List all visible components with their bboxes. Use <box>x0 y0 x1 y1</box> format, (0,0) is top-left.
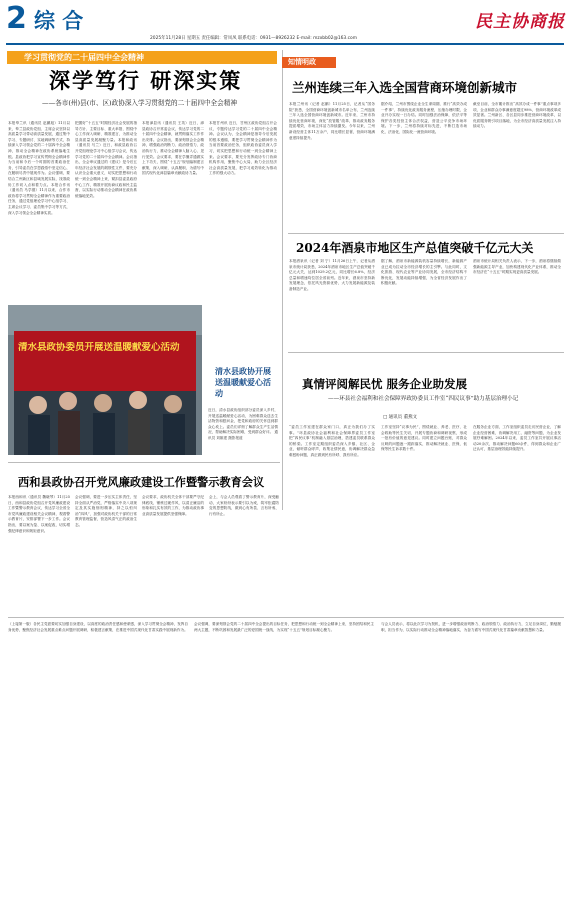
a1-col1: 本报皋兰讯（通讯员 赵鹏旭）11月以来，皋兰县政协党组、主席会议坚持以高质量学习带动高质量发展，通过集中学习、专题研讨、实地调研等方式，持续深入学习领会党的二十届四中全会精神，推动全会精神在政协系统落地生根。县政协把学习宣传贯彻全会精神作为当前和今后一个时期的首要政治任务，引导委员在学思践悟中坚定信心，在履职尽责中展现作为。会议强调，要结合兰州新区和县域发展实际，找准政协工作切入点和着力点。本报合作讯（通讯员 马学德）11月以来，合作市政协将学习贯彻全会精神作为重要政治任务，通过党组理论学习中心组学习、主席会议学习、委员集中学习等方式，深入学习领会全会精神实质。 <box>8 121 70 215</box>
a5-subtitle: ——环县社会福利和社会保障界政协委员工作室“四民议事”助力基层治理小记 <box>328 396 519 402</box>
a5-byline: □ 通讯员 董燕文 <box>383 415 418 420</box>
a5-title: 真情评阅解民忧 服务企业助发展 <box>302 377 468 391</box>
a3-col2: 据了解，酒泉市新能源装机容量持续增长，新能源产业已成为拉动全市经济增长的主引擎。与此同时，文化旅游、现代农业等产业协同发展，全市经济结构不断优化，发展动能持续增强，为全省经济发展作出了积极贡献。 <box>381 259 467 286</box>
photo-caption: 近日，清水县政协组织部分委员深入乡村，开展送温暖献爱心活动，为困难群众送去生活物资和慰问金，把党和政府的关怀送到群众心坎上。委员们详细了解群众生产生活情况，帮助解决实际困难，受到群众好评。 通讯员 刘雄建 摄影报道 <box>208 408 278 440</box>
bottom-col3: 与会人员表示，将以此次学习为契机，进一步增强政治判断力、政治领悟力、政治执行力，立足自身岗位，勤勉履职，担当作为，以实际行动推动全会精神落地落实，为奋力谱写中国式现代化甘肃篇章贡献智慧和力量。 <box>381 622 561 632</box>
a4-col4: 会上，与会人员观看了警示教育片，深受触动，大家纷纷表示要引以为戒，筑牢拒腐防变的思想防线，做到心有所畏、言有所戒、行有所止。 <box>209 495 279 516</box>
paper-name: 民主协商报 <box>475 12 565 32</box>
bottom-col1: （上接第一版）各民主党派要切实加强自身建设，以高度的政治责任感和使命感，深入学习贯彻全会精神，发挥自身优势，聚焦经济社会发展重点难点问题开展调研，积极建言献策，在推进中国式现代化甘肃实践中展现新作为。 <box>8 622 188 632</box>
a3-col1: 本报酒泉讯（记者 刘 宁）11月26日上午，记者从酒泉市统计局获悉，2024年酒泉市地区生产总值突破千亿元大关，达到1029.2亿元，同比增长6.8%，经济总量和增速均位居全省前列。近年来，酒泉市坚持新发展理念，依托风光资源优势，大力发展新能源及装备制造产业。 <box>289 259 375 291</box>
bottom-col2: 会议强调，要深刻领会党的二十届四中全会提出的目标任务，把思想和行动统一到全会精神上来，坚持团结和民主两大主题，不断巩固和发展最广泛的爱国统一战线，为实现“十五五”规划目标凝心聚力。 <box>194 622 374 632</box>
a5-col2: 工作室坚持“议事为民”，围绕就业、养老、医疗、社会救助等民生关切，开展专题协商和调研视察，形成一批有价值的意见建议。同时建立问题台账，对群众反映的问题逐一跟踪落实，推动解决就业、医保、低保等民生诉求数十件。 <box>381 425 467 452</box>
a1-kicker: 学习贯彻党的二十届四中全会精神 <box>24 53 144 62</box>
a5-col1: “委员工作室建在群众家门口，真正为我们办了实事。”环县政协社会福利和社会保障界委员工作室把“四民议事”机制融入基层治理，搭建委员联系群众的桥梁。工作室定期组织委员深入乡镇、社区、企业，倾听群众呼声，收集社情民意，协调解决群众急难愁盼问题，真正做到民有所呼、我有所应。 <box>289 425 375 457</box>
a2-col1: 本报兰州讯（记者 赵鹏）11月25日，记者从“国务院”获悉，全国营商环境创新城市名单公布，兰州连续三年入选全国营商环境创新城市。近年来，兰州市持续优化营商环境，深化“放管服”改革，推动政务服务提质增效，市场主体活力持续激发。今年以来，兰州新设经营主体11万余户，同比增长显著，营商环境满意度持续提升。 <box>289 102 375 140</box>
a1-title: 深学笃行 研深实策 <box>49 68 243 93</box>
photo-caption-title: 清水县政协开展送温暖献爱心活动 <box>215 366 271 398</box>
photo-activity <box>8 305 202 455</box>
a1-col3: 本报漳县讯（通讯员 王英）近日，漳县政协召开常委会议，传达学习党的二十届四中全会精神，就贯彻落实工作作出安排。会议指出，要深刻领会全会精神，增强政治判断力、政治领悟力、政治执行力，推动全会精神入脑入心、见行见效。会议要求，要在学懂弄通做实上下功夫，围绕“十五五”规划编制建言献策，深入调研，认真履职，为谱写中国式现代化漳县篇章贡献政协力量。 <box>142 121 204 176</box>
a2-title: 兰州连续三年入选全国营商环境创新城市 <box>292 80 518 95</box>
photo-banner-text: 清水县政协委员开展送温暖献爱心活动 <box>18 342 180 353</box>
a2-col3: 截至目前，全市累计推出“高效办成一件事”重点事项多项，企业和群众办事满意度超过98%，营商环境改革成效显著。兰州新区、各区县同步推进营商环境改革，以优质服务吸引项目落地，为全市经济高质量发展注入持续动力。 <box>473 102 561 129</box>
header-meta: 2025年11月28日 星期五 责任编辑：常凤凤 联系电话：0931—8926232 E-mail: mzxbb02@163.com <box>150 36 357 41</box>
a5-col3: 在服务企业方面，工作室组织委员走访民营企业，了解企业经营困难，协调解决用工、融资等问题，为企业发展纾难解困。2024年以来，委员工作室共开展议事活动20余次，推动解决问题60余件，得到群众和企业广泛认可，基层治理效能持续提升。 <box>473 425 561 452</box>
a1-subtitle: ——各市(州)县(市、区)政协深入学习贯彻党的二十届四中全会精神 <box>42 99 237 107</box>
a4-col2: 会议强调，要进一步压实主体责任，坚持全面从严治党，严格落实中央八项规定及其实施细则精神，持之以恒纠治“四风”，加强对政协机关干部的日常教育管理监督，营造风清气正的政治生态。 <box>75 495 137 527</box>
a4-title: 西和县政协召开党风廉政建设工作暨警示教育会议 <box>18 475 265 489</box>
section-title: 综 合 <box>34 9 84 33</box>
a3-col3: 酒泉市统计局相关负责人表示，下一步，酒泉将继续做强新能源主导产业，加快构建现代化产业体系，推动全市经济在“十五五”时期实现更高质量发展。 <box>473 259 561 275</box>
a4-col1: 本报西和讯（通讯员 魏晓琴）11月25日，西和县政协党组召开党风廉政建设工作暨警示教育会议，传达学习全省全市党风廉政建设相关会议精神，观看警示教育片，安排部署下一步工作。会议指出，要以案为鉴、以案促改，切实增强纪律意识和规矩意识。 <box>8 495 70 533</box>
a4-col3: 会议要求，政协机关全体干部要严守纪律底线，锤炼过硬作风，以清正廉洁的形象和扎实有效的工作，为推动政协事业高质量发展提供坚强保障。 <box>142 495 204 516</box>
a3-title: 2024年酒泉市地区生产总值突破千亿元大关 <box>296 241 534 255</box>
a2-kicker: 知情明政 <box>288 58 316 66</box>
header-rule <box>6 43 564 45</box>
a1-col4: 本报甘州讯 近日，甘州区政协党组召开会议，专题传达学习党的二十届四中全会精神。会议认为，全会精神是指导今后发展的根本遵循，要把学习贯彻全会精神作为当前首要政治任务，组织政协委员深入学习，切实把思想和行动统一到全会精神上来。会议要求，要充分发挥政协专门协商机构作用，聚焦中心大局，助力全区经济社会高质量发展，把学习成效转化为推动工作的强大动力。 <box>209 121 277 176</box>
a2-col2: 据介绍，兰州市围绕企业全生命周期，推行“高效办成一件事”，持续优化政务服务流程，压缩办理时限，企业开办实现一日办结。同时加强法治保障，依法平等保护各类经营主体合法权益，营造公平竞争市场环境。下一步，兰州将持续对标先进，不断打造市场化、法治化、国际化一流营商环境。 <box>381 102 467 134</box>
page-number: 2 <box>6 1 27 36</box>
a1-col2: 把握好“十五五”时期经济社会发展的指导方针、主要目标、重大举措，围绕中心工作深入调研、精准建言，为推动全县高质量发展凝聚力量。本报和政讯（通讯员 马兰）近日，和政县政协召开党组理论学习中心组学习会议，传达学习党的二十届四中全会精神。会议指出，全会审议通过的《建议》是今后五年经济社会发展的纲领性文件，要充分认识全会重大意义，切实把思想和行动统一到全会精神上来，紧扣县委县政府中心工作，精准开展协商议政和民主监督，以实际行动推动全会精神在政协系统落地见效。 <box>75 121 137 198</box>
